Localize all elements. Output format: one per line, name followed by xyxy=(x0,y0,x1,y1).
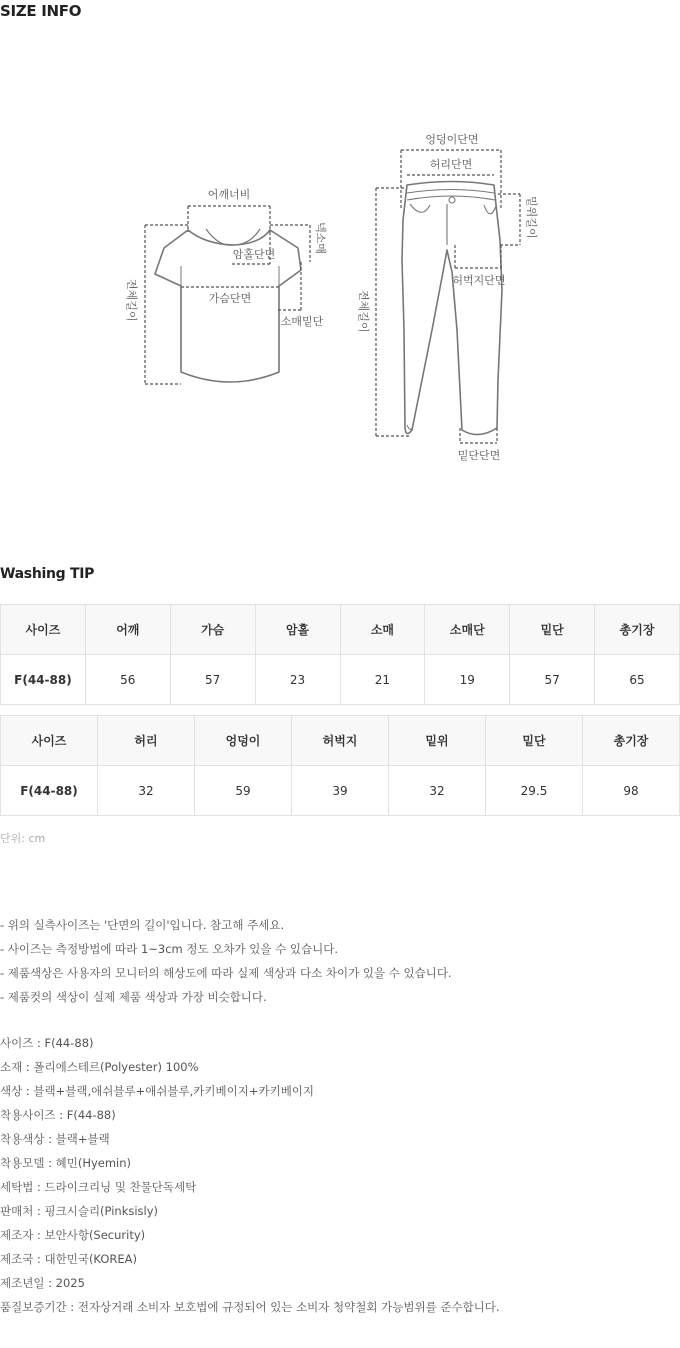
size-info-title: SIZE INFO xyxy=(0,2,82,20)
label-hem: 밑단단면 xyxy=(457,449,501,462)
table-header-row xyxy=(1,716,680,766)
tshirt-illustration xyxy=(155,229,301,382)
table-cell: 32 xyxy=(389,766,486,816)
unit-note: 단위: cm xyxy=(0,832,46,845)
table-cell: 59 xyxy=(195,766,292,816)
table-cell: 57 xyxy=(510,655,595,705)
table-header-cell: 총기장 xyxy=(595,605,680,655)
washing-tip-title: Washing TIP xyxy=(0,566,95,582)
table-cell: 65 xyxy=(595,655,680,705)
table-cell: 19 xyxy=(425,655,510,705)
label-waist: 허리단면 xyxy=(429,158,473,171)
notes-list xyxy=(0,916,452,1012)
note-line: - 사이즈는 측정방법에 따라 1~3cm 정도 오차가 있을 수 있습니다. xyxy=(0,942,339,956)
label-neck-sleeve: 넥소매 xyxy=(314,222,327,254)
spec-line: 제조자 : 보안사항(Security) xyxy=(0,1228,146,1242)
top-size-table xyxy=(0,604,680,705)
table-header-cell: 가슴 xyxy=(170,605,255,655)
spec-line: 품질보증기간 : 전자상거래 소비자 보호법에 규정되어 있는 소비자 청약철회 가능범위를 준수합니다. xyxy=(0,1300,500,1314)
label-chest: 가슴단면 xyxy=(208,292,252,305)
table-cell: 56 xyxy=(85,655,170,705)
table-header-row xyxy=(1,605,680,655)
table-row xyxy=(1,766,680,816)
table-cell: 23 xyxy=(255,655,340,705)
spec-line: 사이즈 : F(44-88) xyxy=(0,1036,94,1050)
spec-line: 제조년일 : 2025 xyxy=(0,1276,85,1290)
spec-line: 색상 : 블랙+블랙,애쉬블루+애쉬블루,카키베이지+카키베이지 xyxy=(0,1084,315,1098)
spec-line: 착용모델 : 혜민(Hyemin) xyxy=(0,1156,132,1170)
pants-illustration xyxy=(402,182,502,435)
note-line: - 위의 실측사이즈는 '단면의 길이'입니다. 참고해 주세요. xyxy=(0,918,285,932)
size-diagram xyxy=(0,0,680,520)
table-header-cell: 밑위 xyxy=(389,716,486,766)
note-line: - 제품컷의 색상이 실제 제품 색상과 가장 비슷합니다. xyxy=(0,990,267,1004)
table-header-cell: 암홀 xyxy=(255,605,340,655)
table-cell-size: F(44-88) xyxy=(1,766,98,816)
table-cell-size: F(44-88) xyxy=(1,655,86,705)
table-header-cell: 사이즈 xyxy=(1,716,98,766)
spec-line: 소재 : 폴리에스테르(Polyester) 100% xyxy=(0,1060,199,1074)
table-cell: 32 xyxy=(98,766,195,816)
label-shoulder: 어깨너비 xyxy=(207,188,251,201)
label-bottom-length: 전체길이 xyxy=(357,290,370,333)
table-header-cell: 엉덩이 xyxy=(195,716,292,766)
note-line: - 제품색상은 사용자의 모니터의 해상도에 따라 실제 색상과 다소 차이가 있을 수 있습니다. xyxy=(0,966,452,980)
table-cell: 21 xyxy=(340,655,425,705)
table-header-cell: 사이즈 xyxy=(1,605,86,655)
table-header-cell: 소매 xyxy=(340,605,425,655)
table-header-cell: 허벅지 xyxy=(292,716,389,766)
spec-line: 착용색상 : 블랙+블랙 xyxy=(0,1132,110,1146)
table-header-cell: 총기장 xyxy=(583,716,680,766)
table-header-cell: 소매단 xyxy=(425,605,510,655)
spec-line: 세탁법 : 드라이크리닝 및 찬물단독세탁 xyxy=(0,1180,197,1194)
spec-line: 제조국 : 대한민국(KOREA) xyxy=(0,1252,138,1266)
table-cell: 57 xyxy=(170,655,255,705)
spec-line: 판매처 : 핑크시슬리(Pinksisly) xyxy=(0,1204,159,1218)
table-cell: 98 xyxy=(583,766,680,816)
spec-line: 착용사이즈 : F(44-88) xyxy=(0,1108,116,1122)
bottom-size-table xyxy=(0,715,680,816)
table-cell: 29.5 xyxy=(486,766,583,816)
label-sleeve-hem: 소매밑단 xyxy=(280,315,324,328)
table-header-cell: 어깨 xyxy=(85,605,170,655)
table-header-cell: 밑단 xyxy=(486,716,583,766)
label-thigh: 허벅지단면 xyxy=(452,274,506,287)
label-top-length: 전체길이 xyxy=(125,279,138,322)
table-row xyxy=(1,655,680,705)
product-specs xyxy=(0,1034,500,1322)
label-hip: 엉덩이단면 xyxy=(425,133,479,146)
table-cell: 39 xyxy=(292,766,389,816)
label-armhole: 암홀단면 xyxy=(232,248,276,261)
table-header-cell: 허리 xyxy=(98,716,195,766)
table-header-cell: 밑단 xyxy=(510,605,595,655)
label-rise: 밑위길이 xyxy=(525,196,538,239)
